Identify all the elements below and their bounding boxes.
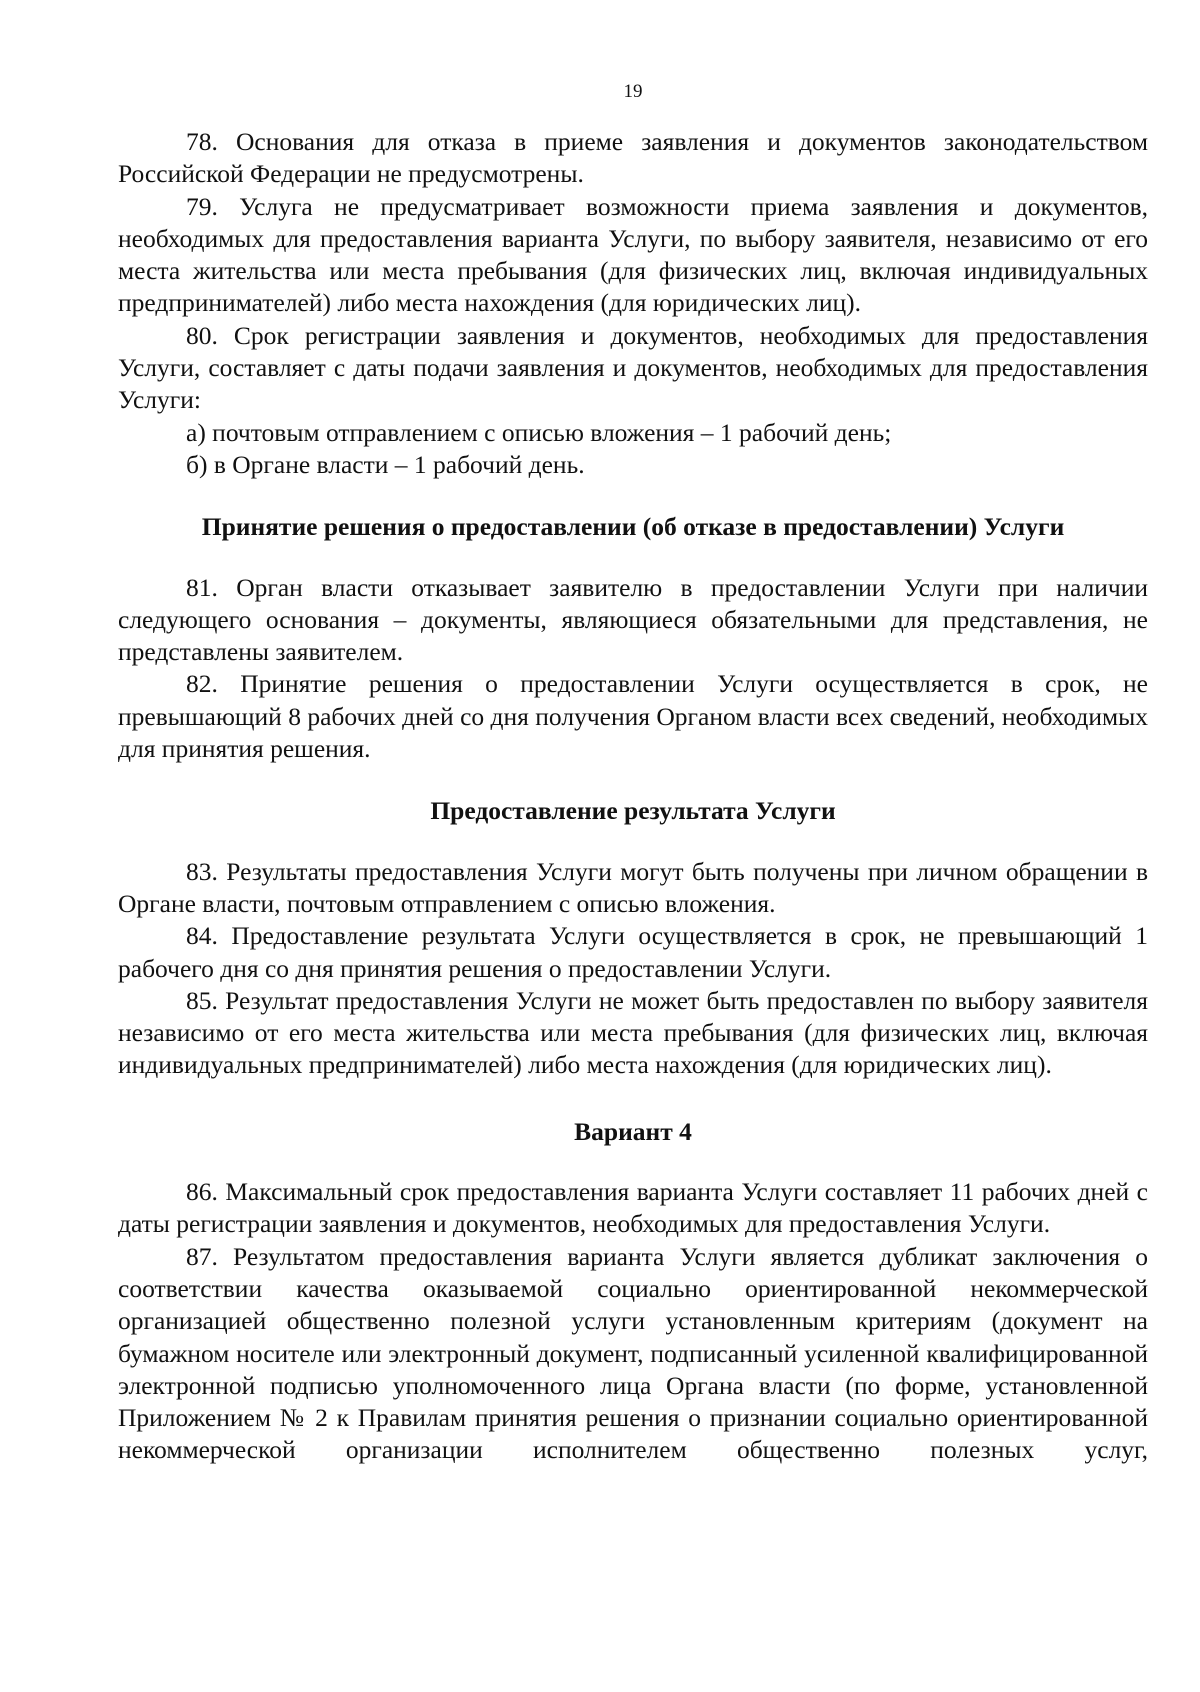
- paragraph: 80. Срок регистрации заявления и документов, необходимых для предоставления Услуги, составляет с даты подачи заявления и документов, необходимых для предоставления Услуги:: [118, 320, 1148, 415]
- paragraph: а) почтовым отправлением с описью вложения – 1 рабочий день;: [186, 417, 892, 447]
- spacer: [118, 765, 1148, 795]
- paragraph: 87. Результатом предоставления варианта Услуги является дубликат заключения о соответствии качества оказываемой социально ориентированной некоммерческой организацией общественно полезной услуги установленным критериям (документ на бумажном носителе или электронный документ, подписанный усиленной квалифицированной электронной подписью уполномоченного лица Органа власти (по форме, установленной Приложением № 2 к Правилам принятия решения о признании социально ориентированной некоммерческой организации исполнителем общественно полезных услуг,: [118, 1241, 1148, 1465]
- paragraph: 79. Услуга не предусматривает возможности приема заявления и документов, необходимых для предоставления варианта Услуги, по выбору заявителя, независимо от его места жительства или места пребывания (для физических лиц, включая индивидуальных предпринимателей) либо места нахождения (для юридических лиц).: [118, 191, 1148, 318]
- spacer: [118, 1082, 1148, 1116]
- spacer: [118, 544, 1148, 572]
- section-heading: Вариант 4: [574, 1116, 692, 1146]
- document-body: [118, 126, 1148, 1467]
- paragraph: 86. Максимальный срок предоставления варианта Услуги составляет 11 рабочих дней с даты регистрации заявления и документов, необходимых для предоставления Услуги.: [118, 1177, 1148, 1239]
- paragraph: 81. Орган власти отказывает заявителю в предоставлении Услуги при наличии следующего основания – документы, являющиеся обязательными для представления, не представлены заявителем.: [118, 572, 1148, 667]
- spacer: [118, 481, 1148, 511]
- paragraph: 82. Принятие решения о предоставлении Услуги осуществляется в срок, не превышающий 8 рабочих дней со дня получения Органом власти всех сведений, необходимых для принятия решения.: [118, 669, 1148, 764]
- paragraph: 78. Основания для отказа в приеме заявления и документов законодательством Российской Федерации не предусмотрены.: [118, 127, 1148, 189]
- paragraph: 83. Результаты предоставления Услуги могут быть получены при личном обращении в Органе власти, почтовым отправлением с описью вложения.: [118, 856, 1148, 918]
- section-heading: Принятие решения о предоставлении (об отказе в предоставлении) Услуги: [201, 512, 1065, 542]
- spacer: [118, 828, 1148, 856]
- paragraph: б) в Органе власти – 1 рабочий день.: [186, 449, 585, 479]
- page-number: 19: [623, 81, 643, 102]
- spacer: [118, 1148, 1148, 1176]
- paragraph: 84. Предоставление результата Услуги осуществляется в срок, не превышающий 1 рабочего дня со дня принятия решения о предоставлении Услуги.: [118, 921, 1148, 983]
- paragraph: 85. Результат предоставления Услуги не может быть предоставлен по выбору заявителя независимо от его места жительства или места пребывания (для физических лиц, включая индивидуальных предпринимателей) либо места нахождения (для юридических лиц).: [118, 985, 1148, 1080]
- section-heading: Предоставление результата Услуги: [430, 796, 836, 826]
